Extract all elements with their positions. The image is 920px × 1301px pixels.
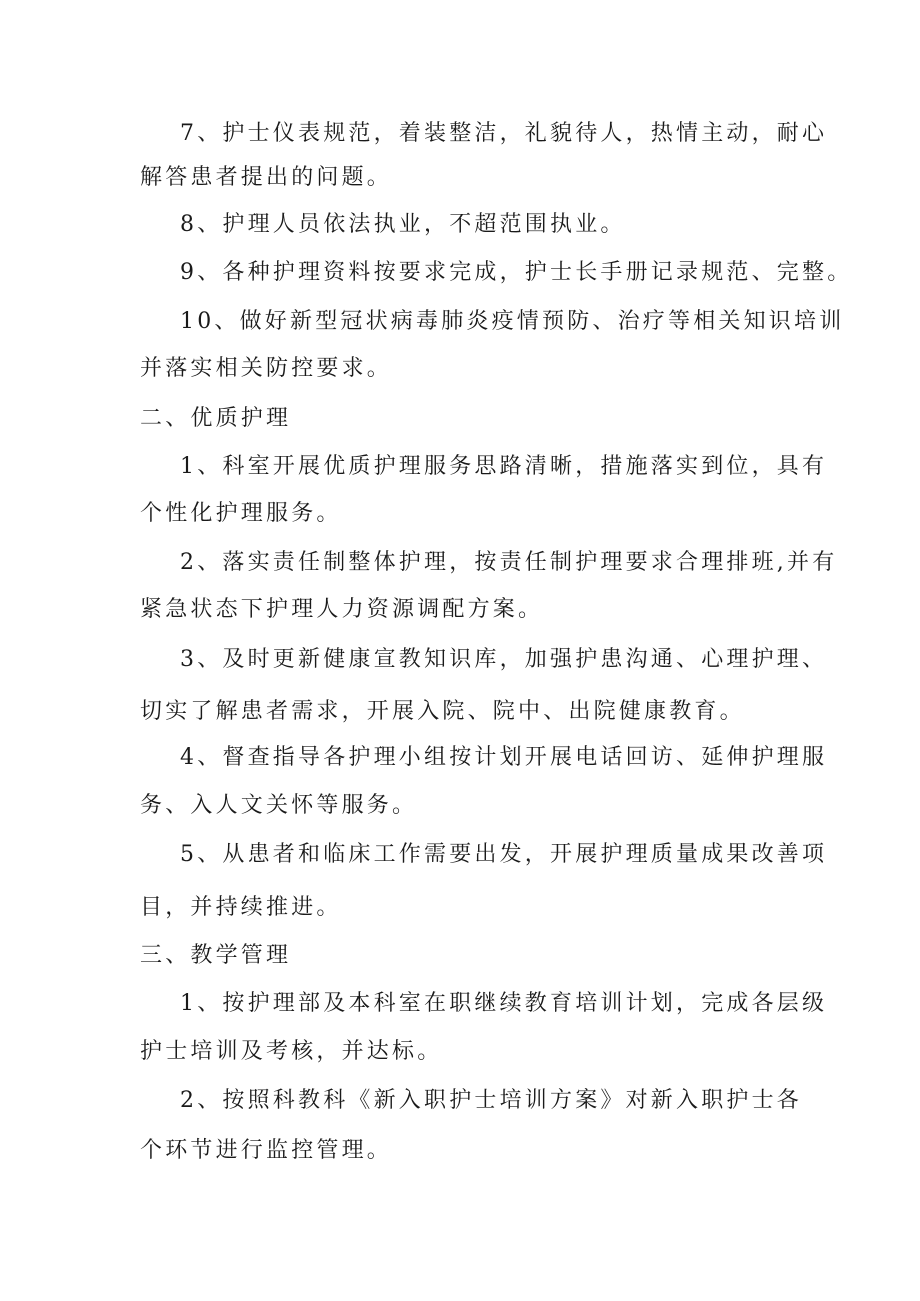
- section-2-item-4-line-2: 务、入人文关怀等服务。: [140, 793, 418, 818]
- item-7-line-1: 7、护士仪表规范，着装整洁，礼貌待人，热情主动，耐心: [180, 121, 828, 146]
- section-3-item-1-line-2: 护士培训及考核，并达标。: [140, 1039, 443, 1064]
- section-2-item-4-line-1: 4、督查指导各护理小组按计划开展电话回访、延伸护理服: [180, 745, 828, 770]
- section-2-item-1-line-2: 个性化护理服务。: [140, 501, 342, 526]
- section-2-item-3-line-1: 3、及时更新健康宣教知识库，加强护患沟通、心理护理、: [180, 647, 828, 672]
- section-3-item-2-line-1: 2、按照科教科《新入职护士培训方案》对新入职护士各: [180, 1088, 802, 1113]
- item-10-line-2: 并落实相关防控要求。: [140, 356, 393, 381]
- section-2-item-5-line-2: 目，并持续推进。: [140, 895, 342, 920]
- section-2-heading: 二、优质护理: [140, 406, 292, 431]
- section-2-item-1-line-1: 1、科室开展优质护理服务思路清晰，措施落实到位，具有: [180, 454, 828, 479]
- section-2-item-2-line-2: 紧急状态下护理人力资源调配方案。: [140, 597, 544, 622]
- section-2-item-2-line-1: 2、落实责任制整体护理，按责任制护理要求合理排班,并有: [180, 550, 838, 575]
- item-7-line-2: 解答患者提出的问题。: [140, 165, 393, 190]
- item-9-line-1: 9、各种护理资料按要求完成，护士长手册记录规范、完整。: [180, 260, 853, 285]
- section-3-item-1-line-1: 1、按护理部及本科室在职继续教育培训计划，完成各层级: [180, 991, 828, 1016]
- item-10-line-1: 10、做好新型冠状病毒肺炎疫情预防、治疗等相关知识培训: [180, 309, 845, 334]
- section-3-item-2-line-2: 个环节进行监控管理。: [140, 1138, 393, 1163]
- item-8-line-1: 8、护理人员依法执业，不超范围执业。: [180, 212, 626, 237]
- section-3-heading: 三、教学管理: [140, 943, 292, 968]
- section-2-item-5-line-1: 5、从患者和临床工作需要出发，开展护理质量成果改善项: [180, 842, 828, 867]
- section-2-item-3-line-2: 切实了解患者需求，开展入院、院中、出院健康教育。: [140, 699, 745, 724]
